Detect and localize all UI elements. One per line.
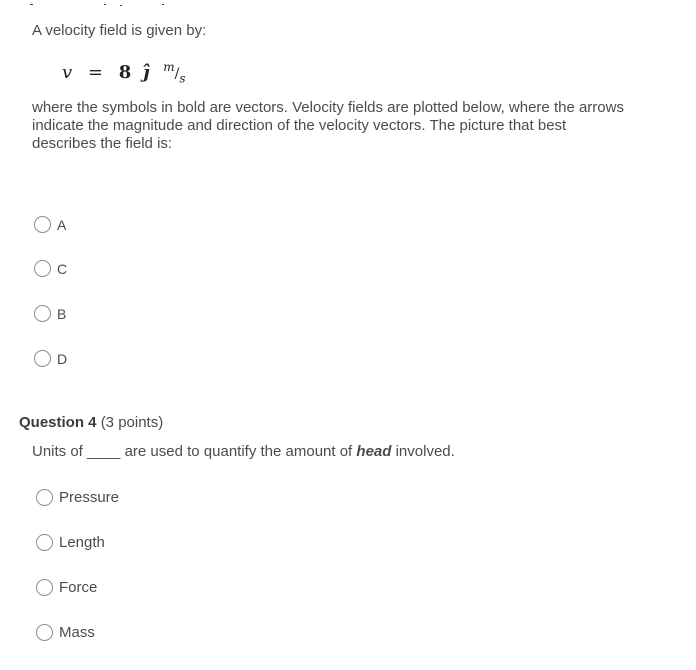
cropped-artifact xyxy=(30,2,170,8)
option-b[interactable] xyxy=(34,305,66,322)
eq-lhs: v xyxy=(62,62,73,83)
option-pressure[interactable] xyxy=(36,489,119,506)
question-body: where the symbols in bold are vectors. Velocity fields are plotted below, where the arrows indicate the magnitude and direction of the velocity vectors. The picture that best describes the field is: xyxy=(32,99,624,152)
question-points: (3 points) xyxy=(100,414,164,431)
option-label: Length xyxy=(59,534,105,551)
option-label: Force xyxy=(59,579,98,596)
eq-sign: = xyxy=(87,62,103,83)
question-title: Question 4 xyxy=(19,414,97,431)
option-a[interactable] xyxy=(34,216,66,233)
radio-button[interactable] xyxy=(36,579,53,596)
eq-unit-den: s xyxy=(179,71,186,86)
option-c[interactable] xyxy=(34,260,67,277)
prompt-text: involved. xyxy=(391,443,455,460)
option-label: Pressure xyxy=(59,489,120,506)
question-4-prompt xyxy=(32,443,455,460)
option-label: Mass xyxy=(59,624,95,641)
option-label: D xyxy=(57,350,68,367)
radio-button[interactable] xyxy=(34,260,51,277)
radio-button[interactable] xyxy=(36,534,53,551)
prompt-text: Units of xyxy=(32,443,88,460)
option-mass[interactable] xyxy=(36,624,95,641)
prompt-emphasis: head xyxy=(356,443,392,460)
eq-unit-vector: ĵ xyxy=(143,62,150,83)
prompt-text: are used to quantify the amount of xyxy=(120,443,357,460)
radio-button[interactable] xyxy=(36,489,53,506)
option-force[interactable] xyxy=(36,579,97,596)
radio-button[interactable] xyxy=(34,350,51,367)
question-intro: A velocity field is given by: xyxy=(32,22,207,39)
prompt-blank: ____ xyxy=(87,443,121,460)
eq-unit-num: m xyxy=(163,60,175,74)
option-label: C xyxy=(57,260,68,277)
option-d[interactable] xyxy=(34,350,67,367)
option-length[interactable] xyxy=(36,534,105,551)
option-label: A xyxy=(57,216,67,233)
radio-button[interactable] xyxy=(34,305,51,322)
velocity-equation: v = 8 ĵ $^m/_s$ xyxy=(62,60,186,86)
radio-button[interactable] xyxy=(36,624,53,641)
option-label: B xyxy=(57,305,67,322)
eq-coef: 8 xyxy=(118,62,132,83)
question-4-header xyxy=(19,414,163,431)
radio-button[interactable] xyxy=(34,216,51,233)
